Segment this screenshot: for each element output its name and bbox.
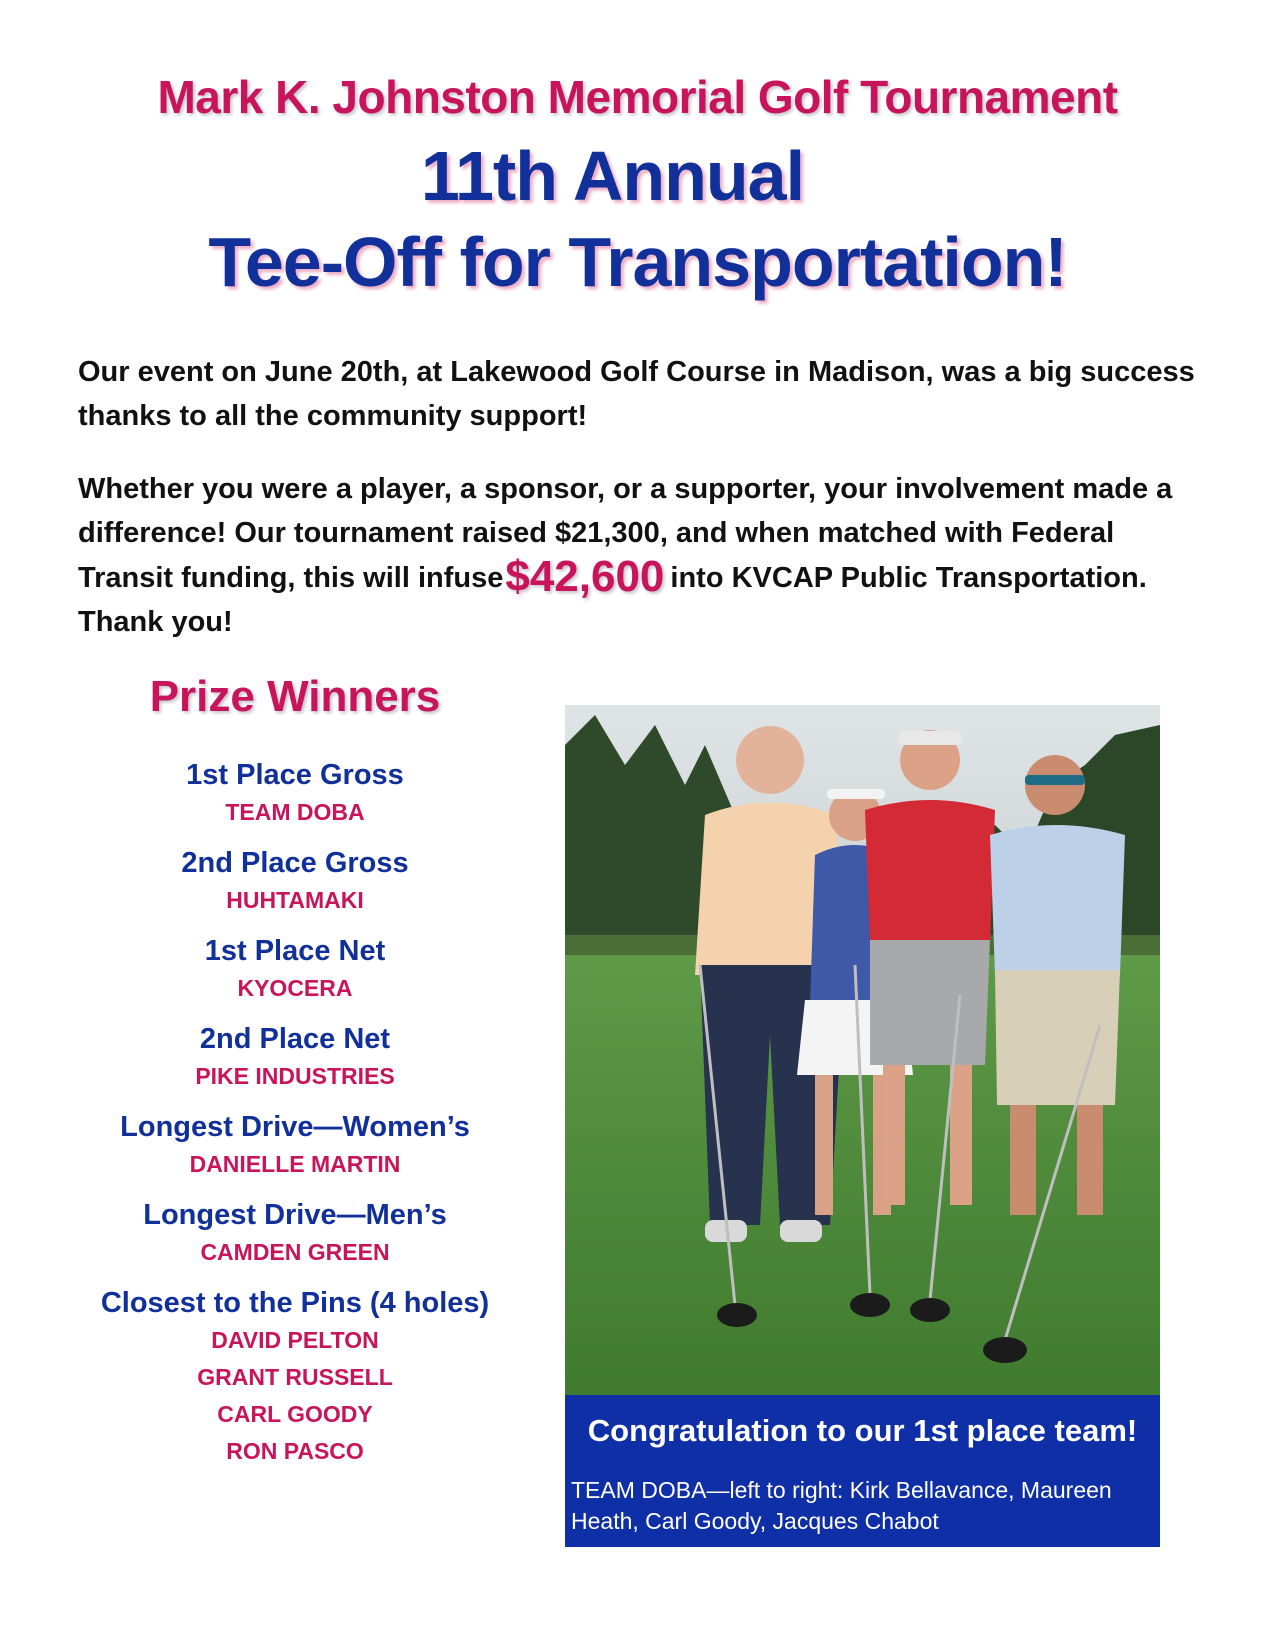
award-winner: CAMDEN GREEN bbox=[200, 1239, 390, 1265]
caption-title: Congratulation to our 1st place team! bbox=[587, 1413, 1138, 1448]
award-title: 1st Place Gross bbox=[186, 759, 404, 791]
annual-heading: 11th Annual bbox=[420, 137, 805, 215]
award-closest-to-pins bbox=[40, 1284, 550, 1470]
tournament-name: Mark K. Johnston Memorial Golf Tournament bbox=[157, 71, 1118, 123]
award-winner: TEAM DOBA bbox=[225, 799, 365, 825]
award-longest-drive-men bbox=[40, 1196, 550, 1271]
photo-caption-box bbox=[565, 1395, 1160, 1547]
thanks-paragraph bbox=[78, 467, 1208, 644]
award-title: 1st Place Net bbox=[204, 935, 386, 967]
award-winner: HUHTAMAKI bbox=[226, 887, 364, 913]
award-2nd-place-net bbox=[40, 1020, 550, 1095]
award-winner: CARL GOODY bbox=[217, 1401, 373, 1427]
award-title: 2nd Place Gross bbox=[181, 847, 409, 879]
team-photo-illustration bbox=[565, 705, 1160, 1395]
award-winner: PIKE INDUSTRIES bbox=[195, 1063, 395, 1089]
caption-text: TEAM DOBA—left to right: Kirk Bellavance, Maureen Heath, Carl Goody, Jacques Chabot bbox=[571, 1477, 1112, 1534]
award-1st-place-gross bbox=[40, 756, 550, 831]
award-longest-drive-women bbox=[40, 1108, 550, 1183]
prize-list bbox=[40, 756, 550, 1483]
award-winner: KYOCERA bbox=[237, 975, 353, 1001]
award-winner: DANIELLE MARTIN bbox=[189, 1151, 401, 1177]
event-title: Tee-Off for Transportation! bbox=[208, 223, 1067, 301]
thanks-text-before: Whether you were a player, a sponsor, or a supporter, your involvement made a difference! Our tournament raised $21,300, and when matched with Federal Transit funding, this will infuse bbox=[78, 473, 1173, 594]
raised-amount: $42,600 bbox=[505, 552, 665, 601]
award-winner: DAVID PELTON bbox=[211, 1327, 379, 1353]
award-title: Longest Drive—Men’s bbox=[143, 1199, 447, 1231]
intro-paragraph: Our event on June 20th, at Lakewood Golf Course in Madison, was a big success thanks to all the community support! bbox=[78, 356, 1195, 432]
award-title: Longest Drive—Women’s bbox=[120, 1111, 470, 1143]
award-2nd-place-gross bbox=[40, 844, 550, 919]
team-photo bbox=[565, 705, 1160, 1395]
award-title: Closest to the Pins (4 holes) bbox=[100, 1287, 490, 1319]
award-1st-place-net bbox=[40, 932, 550, 1007]
thanks-text-after: into KVCAP Public Transportation. Thank you! bbox=[78, 562, 1147, 638]
prize-winners-heading: Prize Winners bbox=[149, 672, 441, 721]
award-winner: RON PASCO bbox=[226, 1438, 364, 1464]
award-winner: GRANT RUSSELL bbox=[197, 1364, 393, 1390]
award-title: 2nd Place Net bbox=[199, 1023, 391, 1055]
